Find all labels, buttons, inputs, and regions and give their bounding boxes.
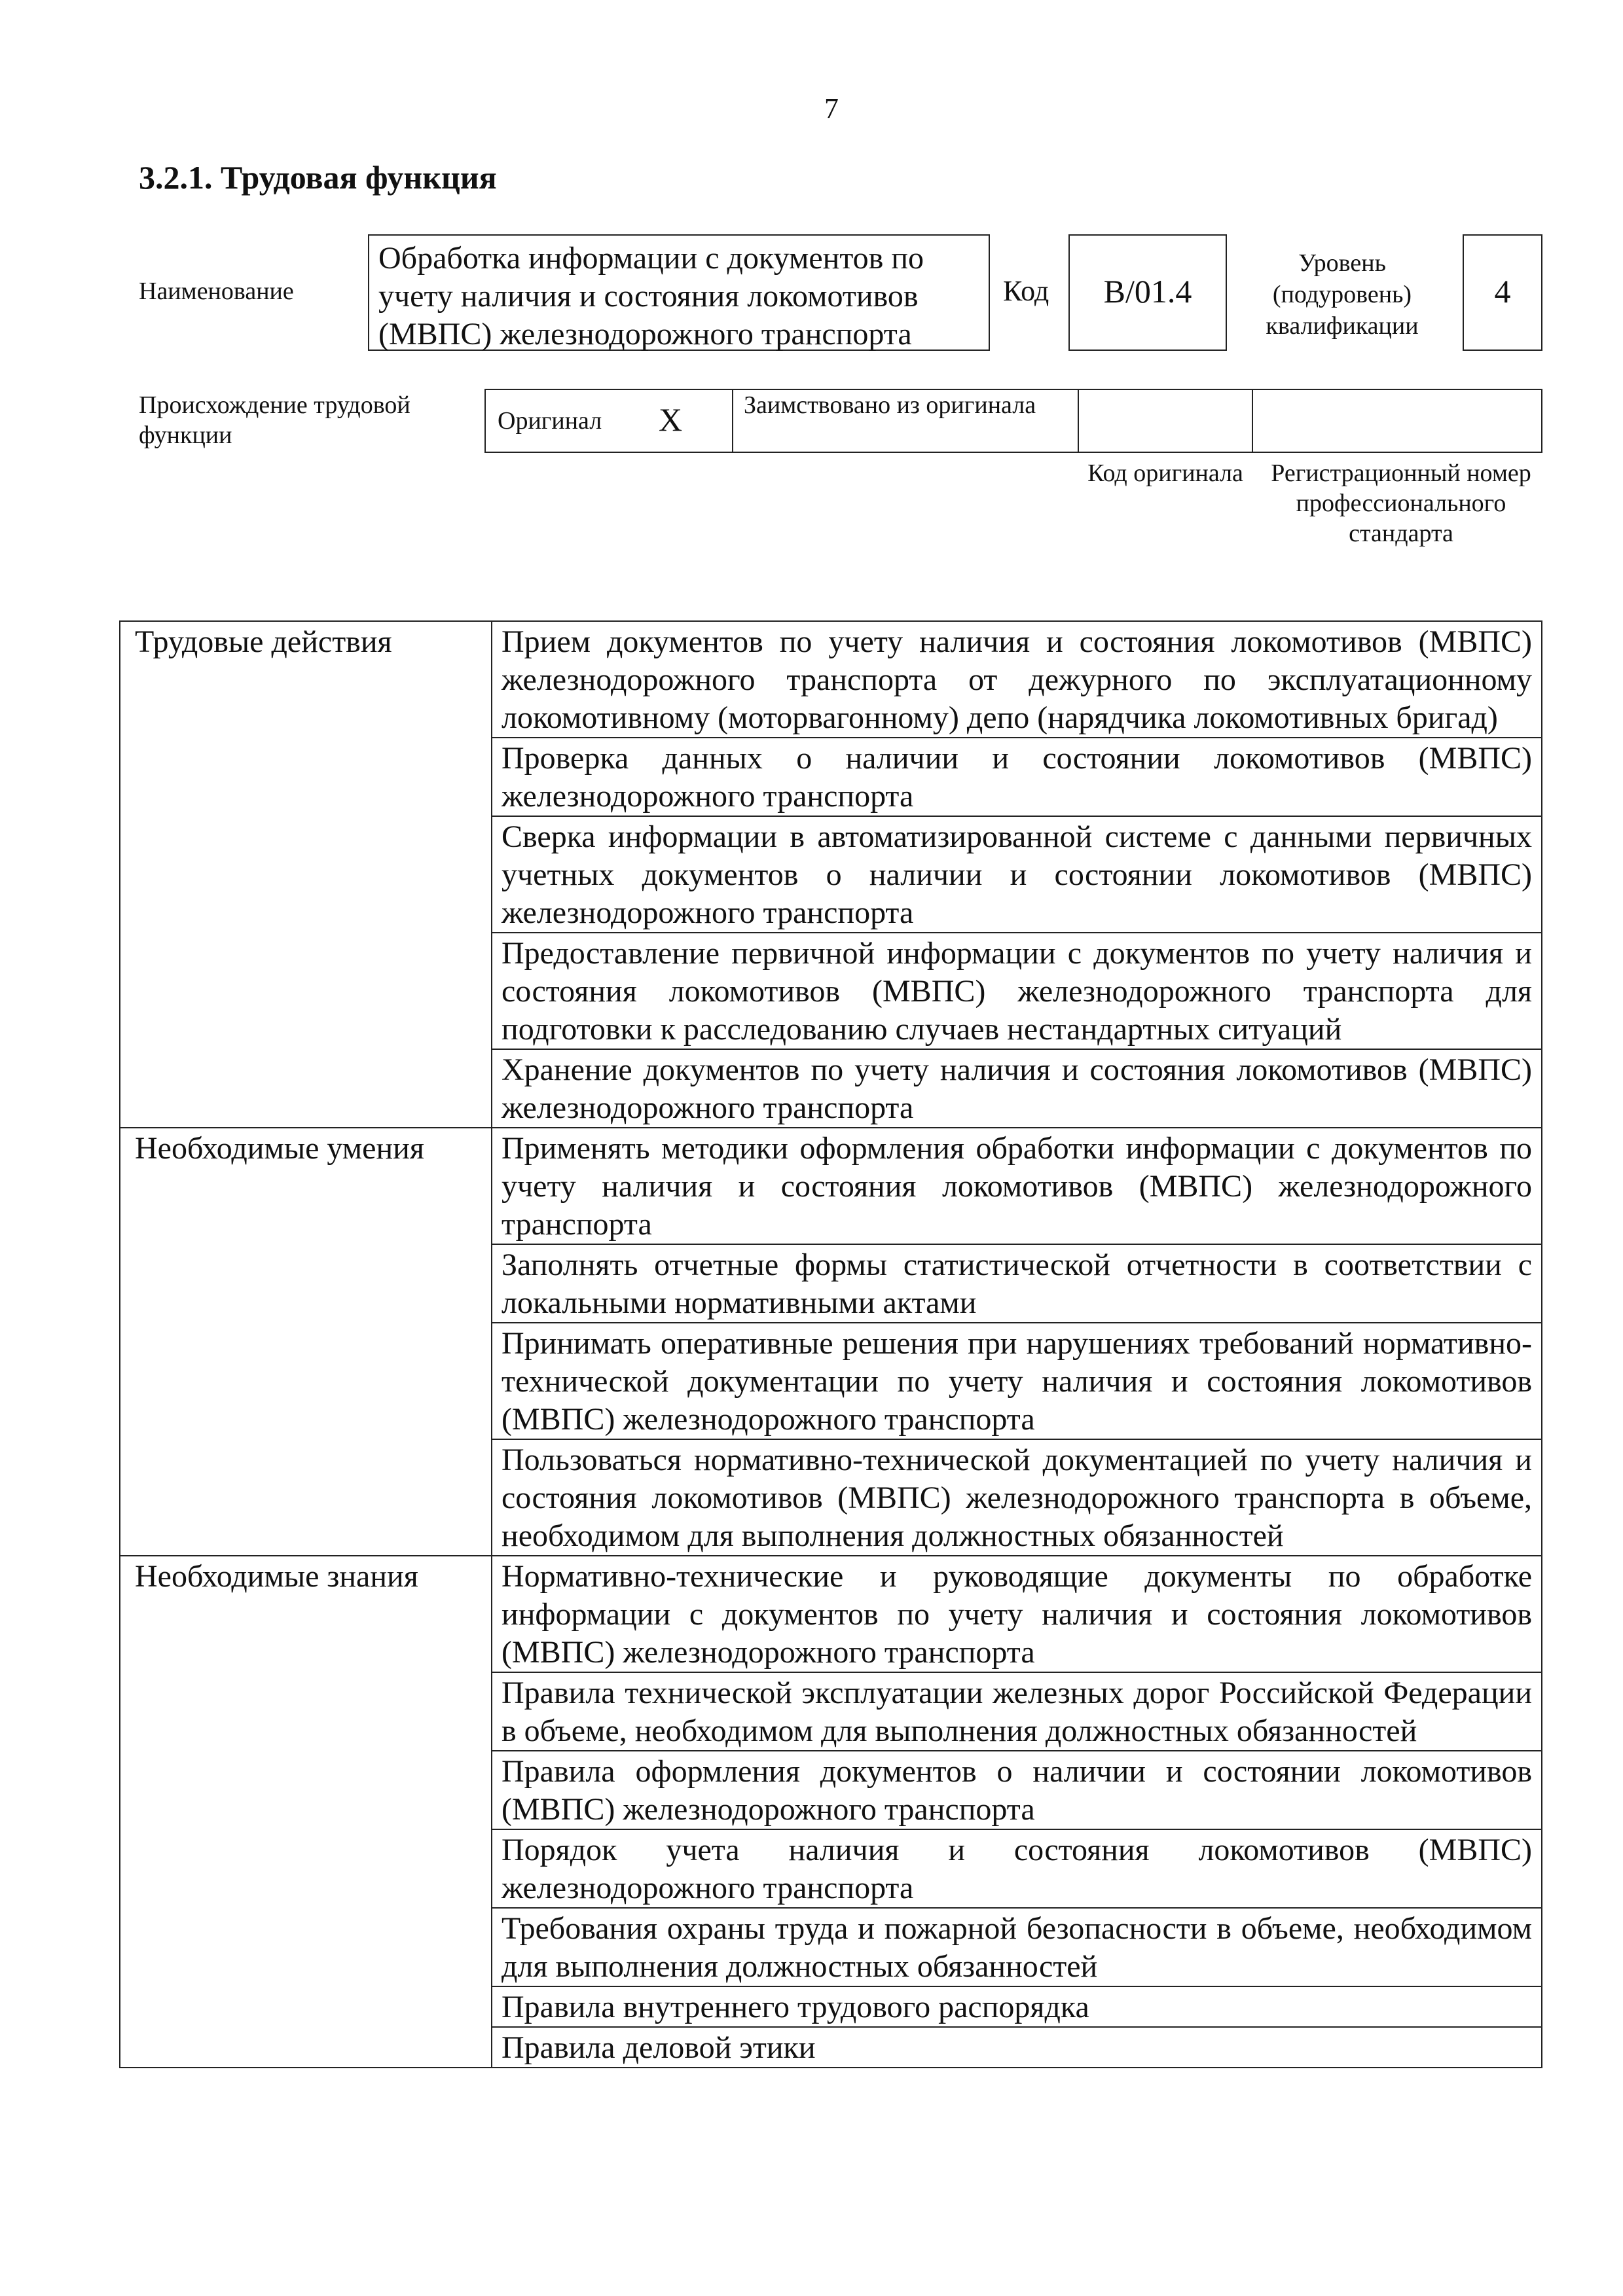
- skill-item: Принимать оперативные решения при нарушениях требований нормативно-технической документации по учету наличия и состояния локомотивов (МВПС) железнодорожного транспорта: [492, 1323, 1542, 1439]
- original-mark: X: [659, 401, 683, 438]
- labor-action-item: Хранение документов по учету наличия и состояния локомотивов (МВПС) железнодорожного транспорта: [492, 1049, 1542, 1128]
- origin-label: Происхождение трудовой функции: [139, 391, 410, 449]
- code-label: Код: [1003, 275, 1049, 307]
- section-title: 3.2.1. Трудовая функция: [139, 159, 497, 196]
- table-row: [120, 621, 1542, 738]
- reg-number-caption: Регистрационный номер профессионального стандарта: [1271, 459, 1531, 547]
- level-value-box: [1463, 234, 1542, 351]
- table-row: [120, 1556, 1542, 1672]
- required-knowledge-label: Необходимые знания: [120, 1556, 492, 2068]
- page-number: 7: [824, 92, 839, 124]
- code-value: B/01.4: [1103, 273, 1192, 310]
- name-label: Наименование: [139, 278, 294, 305]
- skill-item: Заполнять отчетные формы статистической отчетности в соответствии с локальными нормативными актами: [492, 1244, 1542, 1323]
- knowledge-item: Нормативно-технические и руководящие документы по обработке информации с документов по учету наличия и состояния локомотивов (МВПС) железнодорожного транспорта: [492, 1556, 1542, 1672]
- level-label: Уровень (подуровень) квалификации: [1266, 249, 1419, 340]
- knowledge-item: Правила технической эксплуатации железных дорог Российской Федерации в объеме, необходимом для выполнения должностных обязанностей: [492, 1672, 1542, 1751]
- level-value: 4: [1494, 273, 1511, 310]
- original-label: Оригинал: [498, 407, 602, 435]
- labor-actions-label: Трудовые действия: [120, 621, 492, 1128]
- code-value-box: [1068, 234, 1227, 351]
- skill-item: Применять методики оформления обработки информации с документов по учету наличия и состояния локомотивов (МВПС) железнодорожного транспорта: [492, 1128, 1542, 1244]
- knowledge-item: Правила деловой этики: [492, 2027, 1542, 2068]
- table-row: [120, 1128, 1542, 1244]
- skill-item: Пользоваться нормативно-технической документацией по учету наличия и состояния локомотивов (МВПС) железнодорожного транспорта в объеме, необходимом для выполнения должностных обязанностей: [492, 1439, 1542, 1556]
- code-original-caption: Код оригинала: [1087, 459, 1243, 487]
- labor-action-item: Предоставление первичной информации с документов по учету наличия и состояния локомотивов (МВПС) железнодорожного транспорта для подготовки к расследованию случаев нестандартных ситуаций: [492, 933, 1542, 1049]
- name-value: Обработка информации с документов по учету наличия и состояния локомотивов (МВПС) железнодорожного транспорта: [378, 241, 924, 351]
- name-value-box: [368, 234, 990, 351]
- labor-action-item: Сверка информации в автоматизированной системе с данными первичных учетных документов о наличии и состоянии локомотивов (МВПС) железнодорожного транспорта: [492, 816, 1542, 933]
- labor-action-item: Проверка данных о наличии и состоянии локомотивов (МВПС) железнодорожного транспорта: [492, 738, 1542, 816]
- knowledge-item: Правила оформления документов о наличии и состоянии локомотивов (МВПС) железнодорожного транспорта: [492, 1751, 1542, 1829]
- function-details-table: [119, 620, 1542, 2068]
- knowledge-item: Требования охраны труда и пожарной безопасности в объеме, необходимом для выполнения должностных обязанностей: [492, 1908, 1542, 1986]
- knowledge-item: Правила внутреннего трудового распорядка: [492, 1986, 1542, 2027]
- labor-action-item: Прием документов по учету наличия и состояния локомотивов (МВПС) железнодорожного транспорта от дежурного по эксплуатационному локомотивному (моторвагонному) депо (нарядчика локомотивных бригад): [492, 621, 1542, 738]
- borrowed-label: Заимствовано из оригинала: [744, 391, 1036, 419]
- required-skills-label: Необходимые умения: [120, 1128, 492, 1556]
- knowledge-item: Порядок учета наличия и состояния локомотивов (МВПС) железнодорожного транспорта: [492, 1829, 1542, 1908]
